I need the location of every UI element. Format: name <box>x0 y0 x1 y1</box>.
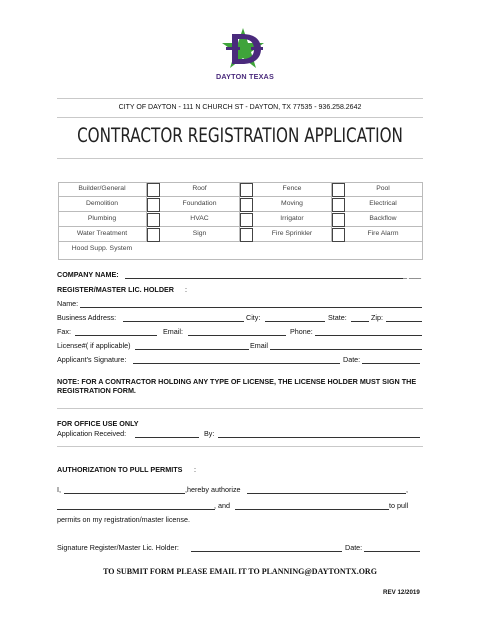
company-name-trail: _ ___ <box>403 270 421 279</box>
by-field[interactable] <box>218 437 420 438</box>
by-label: By: <box>204 429 215 438</box>
category-fire-alarm: Fire Alarm <box>367 230 399 237</box>
fax-label: Fax: <box>57 327 71 336</box>
fax-field[interactable] <box>75 335 157 336</box>
and-label: , and <box>214 501 230 510</box>
office-use-header: FOR OFFICE USE ONLY <box>57 419 139 428</box>
checkbox-foundation[interactable] <box>147 198 160 212</box>
category-backflow: Backflow <box>369 215 397 222</box>
city-field[interactable] <box>265 321 325 322</box>
company-name-label: COMPANY NAME: <box>57 270 119 279</box>
star-d-icon <box>205 26 285 72</box>
license-note: NOTE: FOR A CONTRACTOR HOLDING ANY TYPE OF LICENSE, THE LICENSE HOLDER MUST SIGN THE REGISTRATION FORM. <box>57 377 417 395</box>
holder-signature-field[interactable] <box>191 551 342 552</box>
authorization-comma: , <box>406 485 408 494</box>
business-address-field[interactable] <box>123 321 244 322</box>
divider <box>57 158 423 159</box>
category-demolition: Demolition <box>85 200 119 207</box>
zip-field[interactable] <box>386 321 422 322</box>
category-irrigator: Irrigator <box>280 215 304 222</box>
register-header: REGISTER/MASTER LIC. HOLDER <box>57 285 175 294</box>
city-logo <box>205 26 285 84</box>
category-roof: Roof <box>192 185 207 192</box>
category-foundation: Foundation <box>182 200 217 207</box>
to-pull-label: to pull <box>389 501 409 510</box>
authorization-i-label: I, <box>57 485 61 494</box>
permits-text: permits on my registration/master license. <box>57 515 191 524</box>
name-label: Name: <box>57 299 79 308</box>
holder-date-field[interactable] <box>364 551 420 552</box>
checkbox-fire-sprinkler[interactable] <box>240 228 253 242</box>
holder-signature-label: Signature Register/Master Lic. Holder: <box>57 543 179 552</box>
category-sign: Sign <box>192 230 207 237</box>
email-label: Email: <box>163 327 183 336</box>
authorizer-name-field[interactable] <box>64 493 185 494</box>
city-label: City: <box>246 313 261 322</box>
zip-label: Zip: <box>371 313 383 322</box>
authorized-name-field[interactable] <box>247 493 406 494</box>
phone-label: Phone: <box>290 327 313 336</box>
date-label: Date: <box>343 355 361 364</box>
applicant-signature-label: Applicant’s Signature: <box>57 355 127 364</box>
name-field[interactable] <box>80 307 422 308</box>
checkbox-pool[interactable] <box>332 183 345 197</box>
city-address: CITY OF DAYTON - 111 N CHURCH ST - DAYTON, TX 77535 - 936.258.2642 <box>118 104 362 111</box>
authorization-header: AUTHORIZATION TO PULL PERMITS <box>57 465 183 474</box>
license-label: License#( if applicable) <box>57 341 131 350</box>
category-moving: Moving <box>281 200 303 207</box>
holder-date-label: Date: <box>345 543 363 552</box>
divider <box>57 117 423 118</box>
checkbox-hvac[interactable] <box>147 213 160 227</box>
category-fire-sprinkler: Fire Sprinkler <box>271 230 313 237</box>
checkbox-backflow[interactable] <box>332 213 345 227</box>
state-label: State: <box>328 313 347 322</box>
checkbox-fire-alarm[interactable] <box>332 228 345 242</box>
phone-field[interactable] <box>315 335 422 336</box>
checkbox-irrigator[interactable] <box>240 213 253 227</box>
state-field[interactable] <box>351 321 369 322</box>
authorization-colon: : <box>194 465 196 474</box>
category-pool: Pool <box>376 185 390 192</box>
submit-instruction: TO SUBMIT FORM PLEASE EMAIL IT TO PLANNING@DAYTONTX.ORG <box>103 567 377 576</box>
category-water-treatment: Water Treatment <box>76 230 128 237</box>
divider <box>57 408 423 409</box>
email2-label: Email <box>250 341 268 350</box>
register-colon: : <box>185 285 187 294</box>
revision-label: REV 12/2019 <box>383 589 420 596</box>
logo-text: DAYTON TEXAS <box>216 72 274 81</box>
checkbox-electrical[interactable] <box>332 198 345 212</box>
date-field[interactable] <box>362 363 420 364</box>
category-hvac: HVAC <box>190 215 209 222</box>
checkbox-fence[interactable] <box>240 183 253 197</box>
business-address-label: Business Address: <box>57 313 117 322</box>
divider <box>57 446 423 447</box>
page-title: CONTRACTOR REGISTRATION APPLICATION <box>77 124 403 147</box>
email-field[interactable] <box>188 335 286 336</box>
hereby-authorize-label: ,hereby authorize <box>185 485 241 494</box>
authorized-name-field-3[interactable] <box>235 509 389 510</box>
authorized-name-field-2[interactable] <box>57 509 215 510</box>
category-builder-general: Builder/General <box>78 185 126 192</box>
category-electrical: Electrical <box>369 200 397 207</box>
company-name-field[interactable] <box>125 278 403 279</box>
category-hood-supp-system: Hood Supp. System <box>71 245 133 252</box>
checkbox-moving[interactable] <box>240 198 253 212</box>
divider <box>57 98 423 99</box>
license-field[interactable] <box>135 349 249 350</box>
application-received-field[interactable] <box>135 437 199 438</box>
checkbox-sign[interactable] <box>147 228 160 242</box>
category-plumbing: Plumbing <box>87 215 117 222</box>
email2-field[interactable] <box>270 349 422 350</box>
application-received-label: Application Received: <box>57 429 127 438</box>
category-fence: Fence <box>282 185 302 192</box>
applicant-signature-field[interactable] <box>133 363 340 364</box>
checkbox-roof[interactable] <box>147 183 160 197</box>
